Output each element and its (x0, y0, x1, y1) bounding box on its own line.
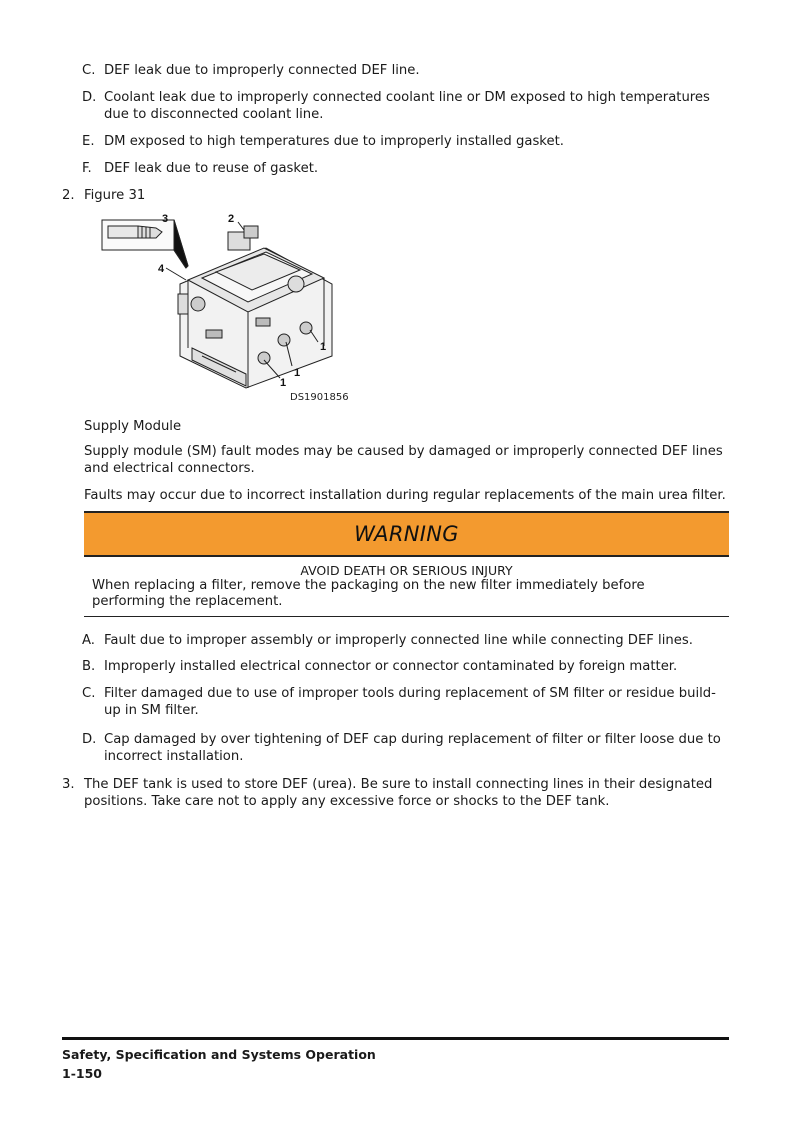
supply-module-figure (96, 208, 356, 408)
warning-subtitle: AVOID DEATH OR SERIOUS INJURY (300, 563, 513, 578)
list-item (82, 731, 722, 765)
list-marker: D. (82, 732, 97, 747)
list-item (82, 133, 722, 150)
paragraph: Faults may occur due to incorrect installation during regular replacements of the main urea filter. (84, 488, 726, 503)
step-item (62, 187, 732, 204)
list-item-text: Filter damaged due to use of improper tools during replacement of SM filter or residue build-up in SM filter. (104, 686, 716, 718)
section-heading: Supply Module (84, 419, 182, 434)
callout-label: 4 (158, 263, 165, 275)
list-item-text: DEF leak due to improperly connected DEF line. (104, 63, 420, 78)
list-item (82, 658, 722, 675)
footer-title: Safety, Specification and Systems Operation (62, 1047, 376, 1062)
list-item-text: DM exposed to high temperatures due to improperly installed gasket. (104, 134, 564, 149)
list-marker: E. (82, 134, 95, 149)
step-marker: 3. (62, 777, 75, 792)
list-item-text: DEF leak due to reuse of gasket. (104, 161, 319, 176)
warning-header (84, 511, 729, 557)
list-item (82, 89, 722, 123)
step-item (62, 776, 732, 810)
step-text: The DEF tank is used to store DEF (urea). Be sure to install connecting lines in their designated positions. Take care not to apply any excessive force or shocks to the DEF tank. (84, 777, 713, 809)
paragraph: Supply module (SM) fault modes may be caused by damaged or improperly connected DEF lines and electrical connectors. (84, 444, 723, 476)
list-item-text: Improperly installed electrical connector or connector contaminated by foreign matter. (104, 659, 678, 674)
callout-label: 2 (228, 213, 235, 225)
figure-caption: DS1901856 (290, 392, 349, 403)
step-marker: 2. (62, 188, 75, 203)
list-item-text: Fault due to improper assembly or improperly connected line while connecting DEF lines. (104, 633, 693, 648)
callout-label: 1 (320, 341, 327, 353)
list-marker: D. (82, 90, 97, 105)
warning-content (84, 563, 729, 617)
list-item (82, 160, 722, 177)
page-number: 1-150 (62, 1066, 102, 1081)
callout-label: 1 (294, 367, 301, 379)
footer-divider (62, 1037, 729, 1040)
step-text: Figure 31 (84, 188, 146, 203)
list-marker: F. (82, 161, 92, 176)
list-item (82, 685, 722, 719)
list-marker: A. (82, 633, 95, 648)
list-item-text: Coolant leak due to improperly connected coolant line or DM exposed to high temperatures due to disconnected coolant line. (104, 90, 710, 122)
warning-title: WARNING (354, 521, 459, 546)
callout-label: 1 (280, 377, 287, 389)
list-marker: C. (82, 686, 96, 701)
warning-body: When replacing a filter, remove the packaging on the new filter immediately before performing the replacement. (92, 578, 645, 609)
list-marker: B. (82, 659, 96, 674)
list-item-text: Cap damaged by over tightening of DEF cap during replacement of filter or filter loose due to incorrect installation. (104, 732, 721, 764)
list-item (82, 62, 722, 79)
supply-module-illustration (96, 208, 356, 398)
list-item (82, 632, 722, 649)
list-marker: C. (82, 63, 96, 78)
warning-box (84, 511, 729, 617)
callout-label: 3 (162, 213, 169, 225)
